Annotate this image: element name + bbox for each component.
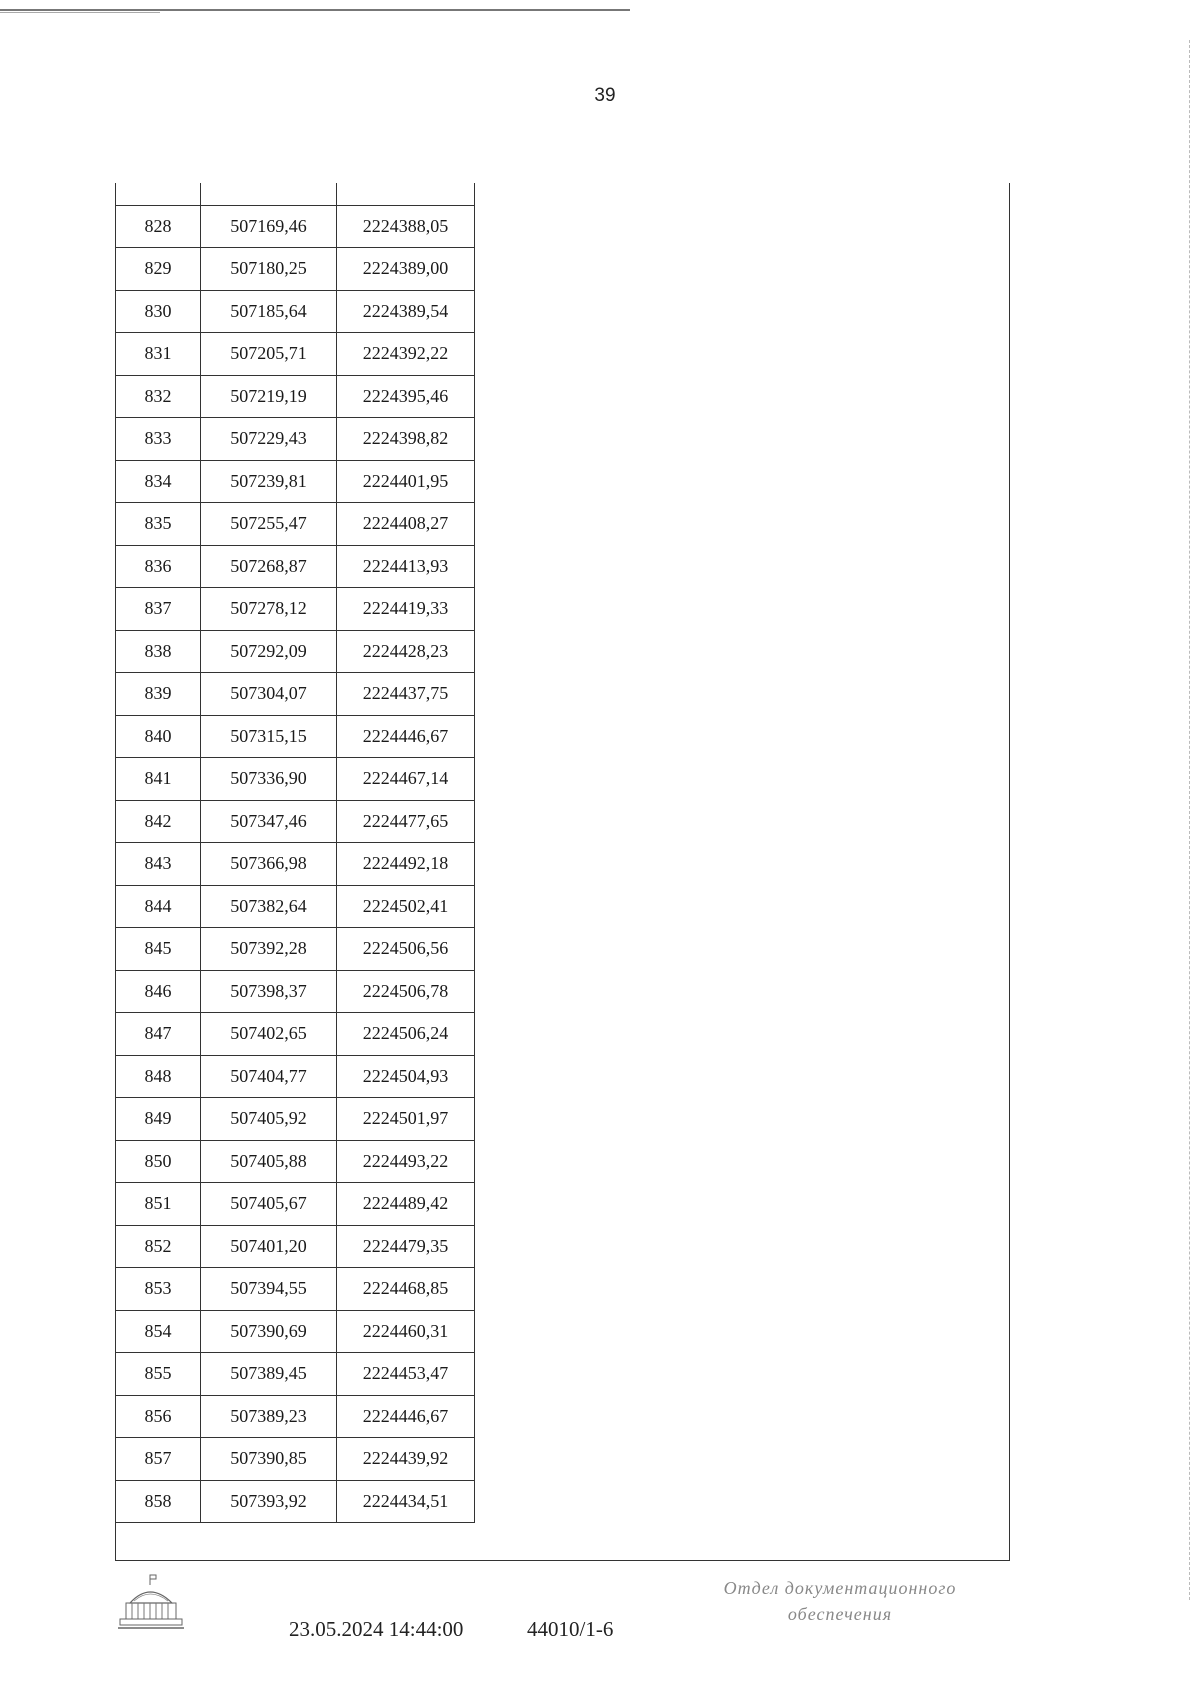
table-row	[116, 503, 475, 546]
table-row	[116, 715, 475, 758]
table-row	[116, 1225, 475, 1268]
footer-date: 23.05.2024 14:44:00	[289, 1617, 464, 1641]
y-coordinate-cell: 2224408,27	[337, 503, 475, 546]
y-coordinate-cell: 2224437,75	[337, 673, 475, 716]
x-coordinate-cell: 507347,46	[201, 800, 337, 843]
point-number-cell: 829	[116, 248, 201, 291]
y-coordinate-cell: 2224389,54	[337, 290, 475, 333]
coordinates-table	[115, 183, 475, 1523]
point-number-cell: 858	[116, 1480, 201, 1523]
table-row	[116, 800, 475, 843]
point-number-cell: 848	[116, 1055, 201, 1098]
table-row	[116, 885, 475, 928]
table-row	[116, 333, 475, 376]
x-coordinate-cell: 507205,71	[201, 333, 337, 376]
y-coordinate-cell: 2224493,22	[337, 1140, 475, 1183]
point-number-cell: 851	[116, 1183, 201, 1226]
table-row	[116, 248, 475, 291]
y-coordinate-cell: 2224506,24	[337, 1013, 475, 1056]
table-row	[116, 545, 475, 588]
x-coordinate-cell: 507239,81	[201, 460, 337, 503]
x-coordinate-cell: 507398,37	[201, 970, 337, 1013]
point-number-cell: 831	[116, 333, 201, 376]
table-row	[116, 588, 475, 631]
table-row	[116, 418, 475, 461]
table-row	[116, 1098, 475, 1141]
table-row	[116, 375, 475, 418]
point-number-cell: 835	[116, 503, 201, 546]
x-coordinate-cell: 507169,46	[201, 205, 337, 248]
y-coordinate-cell: 2224492,18	[337, 843, 475, 886]
y-coordinate-cell: 2224504,93	[337, 1055, 475, 1098]
x-coordinate-cell: 507278,12	[201, 588, 337, 631]
stamp-line-1: Отдел документационного	[723, 1578, 957, 1598]
table-row	[116, 1013, 475, 1056]
table-row	[116, 1268, 475, 1311]
point-number-cell: 855	[116, 1353, 201, 1396]
table-row	[116, 205, 475, 248]
table-row	[116, 290, 475, 333]
x-coordinate-cell: 507229,43	[201, 418, 337, 461]
point-number-cell: 828	[116, 205, 201, 248]
table-row	[116, 1310, 475, 1353]
x-coordinate-cell: 507255,47	[201, 503, 337, 546]
top-scan-rule	[0, 9, 630, 11]
table-row	[116, 1183, 475, 1226]
x-coordinate-cell: 507389,23	[201, 1395, 337, 1438]
y-coordinate-cell: 2224388,05	[337, 205, 475, 248]
point-number-cell: 841	[116, 758, 201, 801]
page-number: 39	[594, 85, 616, 106]
x-coordinate-cell: 507390,85	[201, 1438, 337, 1481]
y-coordinate-cell: 2224479,35	[337, 1225, 475, 1268]
x-coordinate-cell: 507185,64	[201, 290, 337, 333]
table-row	[116, 928, 475, 971]
point-number-cell: 839	[116, 673, 201, 716]
point-number-cell: 842	[116, 800, 201, 843]
x-coordinate-cell: 507393,92	[201, 1480, 337, 1523]
x-coordinate-cell: 507405,67	[201, 1183, 337, 1226]
point-number-cell: 847	[116, 1013, 201, 1056]
x-coordinate-cell: 507405,88	[201, 1140, 337, 1183]
stamp-line-2: обеспечения	[787, 1604, 893, 1624]
table-row	[116, 1438, 475, 1481]
table-row	[116, 673, 475, 716]
scan-edge-line	[1189, 40, 1190, 1600]
point-number-cell: 834	[116, 460, 201, 503]
y-coordinate-cell: 2224453,47	[337, 1353, 475, 1396]
y-coordinate-cell: 2224446,67	[337, 1395, 475, 1438]
point-number-cell: 850	[116, 1140, 201, 1183]
table-row	[116, 1480, 475, 1523]
header-cell-y	[337, 183, 475, 205]
point-number-cell: 837	[116, 588, 201, 631]
point-number-cell: 857	[116, 1438, 201, 1481]
footer-code: 44010/1-6	[527, 1617, 614, 1641]
table-row	[116, 843, 475, 886]
x-coordinate-cell: 507292,09	[201, 630, 337, 673]
y-coordinate-cell: 2224439,92	[337, 1438, 475, 1481]
x-coordinate-cell: 507389,45	[201, 1353, 337, 1396]
department-stamp	[690, 1575, 990, 1627]
y-coordinate-cell: 2224489,42	[337, 1183, 475, 1226]
x-coordinate-cell: 507404,77	[201, 1055, 337, 1098]
y-coordinate-cell: 2224501,97	[337, 1098, 475, 1141]
x-coordinate-cell: 507382,64	[201, 885, 337, 928]
y-coordinate-cell: 2224460,31	[337, 1310, 475, 1353]
x-coordinate-cell: 507315,15	[201, 715, 337, 758]
point-number-cell: 846	[116, 970, 201, 1013]
y-coordinate-cell: 2224428,23	[337, 630, 475, 673]
y-coordinate-cell: 2224419,33	[337, 588, 475, 631]
point-number-cell: 853	[116, 1268, 201, 1311]
header-cell-number	[116, 183, 201, 205]
y-coordinate-cell: 2224477,65	[337, 800, 475, 843]
y-coordinate-cell: 2224434,51	[337, 1480, 475, 1523]
table-row	[116, 970, 475, 1013]
point-number-cell: 844	[116, 885, 201, 928]
x-coordinate-cell: 507366,98	[201, 843, 337, 886]
x-coordinate-cell: 507394,55	[201, 1268, 337, 1311]
header-cell-x	[201, 183, 337, 205]
point-number-cell: 845	[116, 928, 201, 971]
point-number-cell: 830	[116, 290, 201, 333]
table-row	[116, 758, 475, 801]
y-coordinate-cell: 2224392,22	[337, 333, 475, 376]
x-coordinate-cell: 507336,90	[201, 758, 337, 801]
y-coordinate-cell: 2224468,85	[337, 1268, 475, 1311]
table-row	[116, 1140, 475, 1183]
point-number-cell: 843	[116, 843, 201, 886]
table-row	[116, 460, 475, 503]
point-number-cell: 849	[116, 1098, 201, 1141]
x-coordinate-cell: 507392,28	[201, 928, 337, 971]
x-coordinate-cell: 507402,65	[201, 1013, 337, 1056]
x-coordinate-cell: 507304,07	[201, 673, 337, 716]
point-number-cell: 840	[116, 715, 201, 758]
x-coordinate-cell: 507405,92	[201, 1098, 337, 1141]
x-coordinate-cell: 507180,25	[201, 248, 337, 291]
duma-building-icon	[116, 1573, 186, 1633]
y-coordinate-cell: 2224413,93	[337, 545, 475, 588]
table-row	[116, 1055, 475, 1098]
y-coordinate-cell: 2224506,56	[337, 928, 475, 971]
y-coordinate-cell: 2224401,95	[337, 460, 475, 503]
table-row	[116, 630, 475, 673]
table-header-row	[116, 183, 475, 205]
y-coordinate-cell: 2224467,14	[337, 758, 475, 801]
point-number-cell: 856	[116, 1395, 201, 1438]
y-coordinate-cell: 2224395,46	[337, 375, 475, 418]
x-coordinate-cell: 507268,87	[201, 545, 337, 588]
point-number-cell: 833	[116, 418, 201, 461]
point-number-cell: 836	[116, 545, 201, 588]
x-coordinate-cell: 507219,19	[201, 375, 337, 418]
y-coordinate-cell: 2224446,67	[337, 715, 475, 758]
table-row	[116, 1395, 475, 1438]
point-number-cell: 838	[116, 630, 201, 673]
y-coordinate-cell: 2224502,41	[337, 885, 475, 928]
y-coordinate-cell: 2224398,82	[337, 418, 475, 461]
table-row	[116, 1353, 475, 1396]
x-coordinate-cell: 507401,20	[201, 1225, 337, 1268]
point-number-cell: 854	[116, 1310, 201, 1353]
point-number-cell: 852	[116, 1225, 201, 1268]
x-coordinate-cell: 507390,69	[201, 1310, 337, 1353]
point-number-cell: 832	[116, 375, 201, 418]
y-coordinate-cell: 2224506,78	[337, 970, 475, 1013]
y-coordinate-cell: 2224389,00	[337, 248, 475, 291]
top-scan-rule-faint	[0, 12, 160, 13]
